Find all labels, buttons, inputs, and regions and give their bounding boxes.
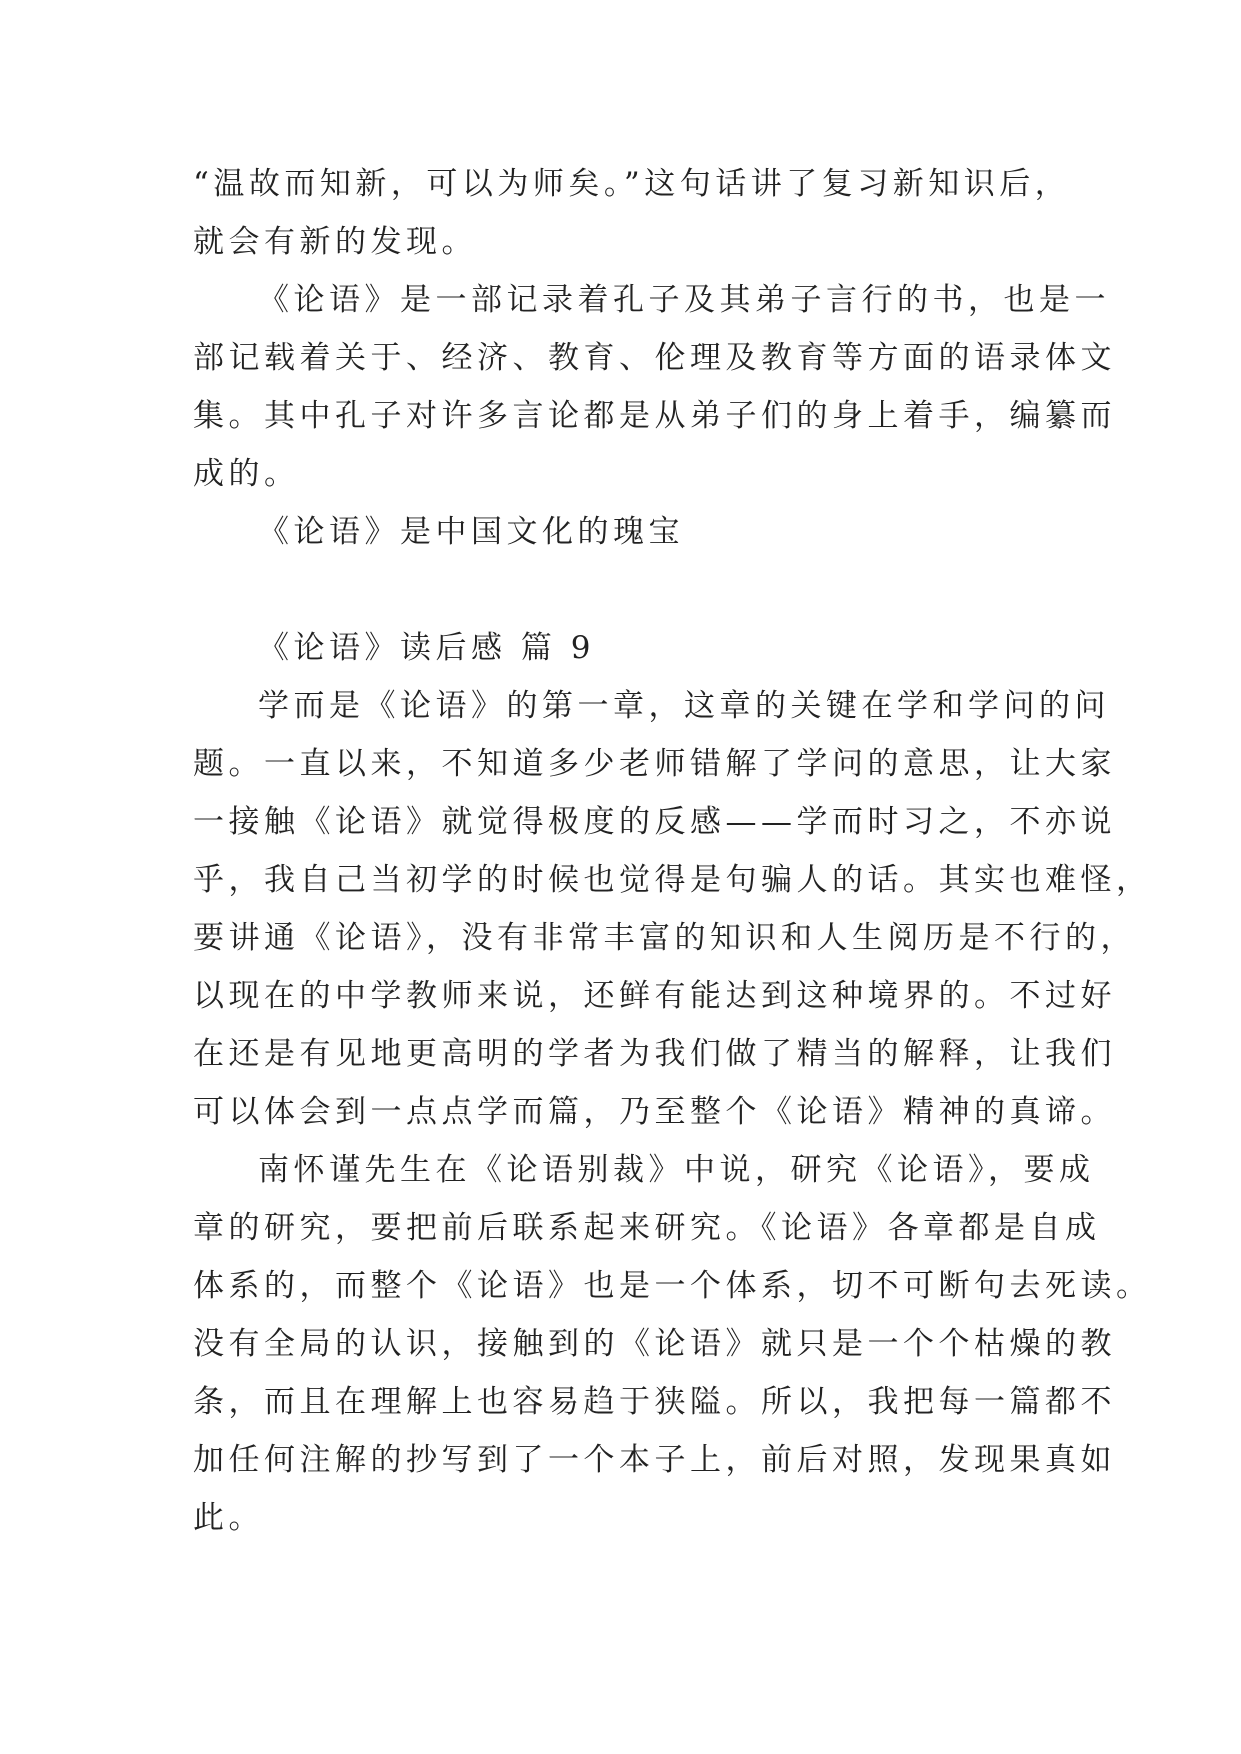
text-line: 以现在的中学教师来说，还鲜有能达到这种境界的。不过好: [193, 978, 1116, 1014]
text-line: 就会有新的发现。: [193, 224, 477, 260]
text-line: “温故而知新，可以为师矣。”这句话讲了复习新知识后，: [193, 166, 1071, 202]
text-line: 题。一直以来，不知道多少老师错解了学问的意思，让大家: [193, 746, 1116, 782]
text-line: 加任何注解的抄写到了一个本子上，前后对照，发现果真如: [193, 1442, 1116, 1478]
text-line: 体系的，而整个《论语》也是一个体系，切不可断句去死读。: [193, 1268, 1152, 1304]
text-line: 学而是《论语》的第一章，这章的关键在学和学问的问: [258, 688, 1110, 724]
text-line: 成的。: [193, 456, 300, 492]
text-line: 在还是有见地更高明的学者为我们做了精当的解释，让我们: [193, 1036, 1116, 1072]
text-line: 要讲通《论语》，没有非常丰富的知识和人生阅历是不行的，: [193, 920, 1136, 956]
text-line: 一接触《论语》就觉得极度的反感——学而时习之，不亦说: [193, 804, 1116, 840]
text-line: 乎，我自己当初学的时候也觉得是句骗人的话。其实也难怪，: [193, 862, 1152, 898]
section-heading: [193, 619, 1073, 677]
text-line: 部记载着关于、经济、教育、伦理及教育等方面的语录体文: [193, 340, 1116, 376]
text-line: 没有全局的认识，接触到的《论语》就只是一个个枯燥的教: [193, 1326, 1116, 1362]
paragraph: [193, 1141, 1152, 1547]
paragraph: [193, 155, 1073, 271]
text-line: 集。其中孔子对许多言论都是从弟子们的身上着手，编纂而: [193, 398, 1116, 434]
text-line: 章的研究，要把前后联系起来研究。《论语》各章都是自成: [193, 1210, 1101, 1246]
heading-text: 《论语》读后感 篇 9: [258, 630, 595, 666]
text-line: 可以体会到一点点学而篇，乃至整个《论语》精神的真谛。: [193, 1094, 1116, 1130]
text-line: 《论语》是中国文化的瑰宝: [258, 514, 684, 550]
paragraph: [193, 677, 1152, 1141]
paragraph: [193, 271, 1116, 503]
paragraph: [193, 503, 1073, 561]
text-line: 南怀谨先生在《论语别裁》中说，研究《论语》，要成: [258, 1152, 1095, 1188]
text-line: 此。: [193, 1500, 264, 1536]
text-line: 《论语》是一部记录着孔子及其弟子言行的书，也是一: [258, 282, 1110, 318]
blank-line: [193, 561, 1073, 619]
text-line: 条，而且在理解上也容易趋于狭隘。所以，我把每一篇都不: [193, 1384, 1116, 1420]
document-body: [193, 155, 1152, 1547]
